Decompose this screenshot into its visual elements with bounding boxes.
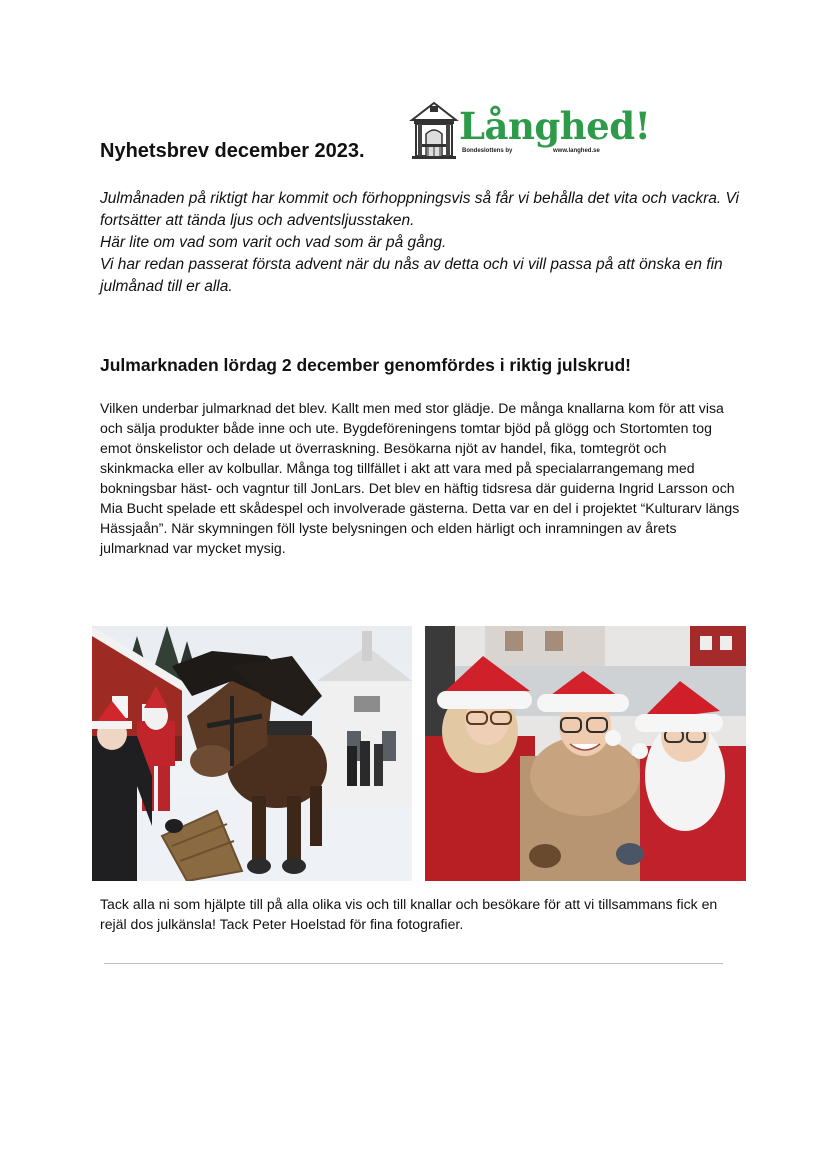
intro-paragraph: Här lite om vad som varit och vad som är på gång. [100,234,447,251]
thanks-text: Tack alla ni som hjälpte till på alla olika vis och till knallar och besökare för att vi tillsammans fick en rejäl dos julkänsla! Tack Peter Hoelstad för fina fotografier. [100,896,718,932]
intro-paragraph: Julmånaden på riktigt har kommit och förhoppningsvis så får vi behålla det vita och vackra. Vi fortsätter att tända ljus och adventsljusstaken. [100,190,739,229]
divider [104,963,723,964]
house-icon [408,100,460,160]
page-title: Nyhetsbrev december 2023. [100,140,365,162]
intro-text [100,188,740,298]
intro-paragraph: Vi har redan passerat första advent när du nås av detta och vi vill passa på att önska en fin julmånad till er alla. [100,256,723,295]
three-santas-photo [425,626,746,881]
langhed-logo [408,100,651,162]
logo-wordmark: Långhed! [459,104,651,148]
horse-and-santas-photo [92,626,412,881]
logo-subtitle: Bondeslottens by [462,148,513,154]
article-body: Vilken underbar julmarknad det blev. Kallt men med stor glädje. De många knallarna kom för att visa och sälja produkter både inne och ute. Bygdeföreningens tomtar bjöd på glögg och Stortomten tog emot önskelistor och delade ut överraskning. Besökarna njöt av handel, fika, tomtegröt och skinkmacka eller av kolbullar. Många tog tillfället i akt att vara med på specialarrangemang med bokningsbar häst- och vagntur till JonLars. Det blev en häftig tidsresa där guiderna Ingrid Larsson och Mia Bucht spelade ett skådespel och involverade gästerna. Detta var en del i projektet “Kulturarv längs Hässjaån”. När skymningen föll lyste belysningen och elden härligt och inramningen av årets julmarknad var mycket mysig. [100,400,740,556]
article-heading: Julmarknaden lördag 2 december genomfördes i riktig julskrud! [100,355,631,375]
logo-url: www.langhed.se [553,148,600,154]
